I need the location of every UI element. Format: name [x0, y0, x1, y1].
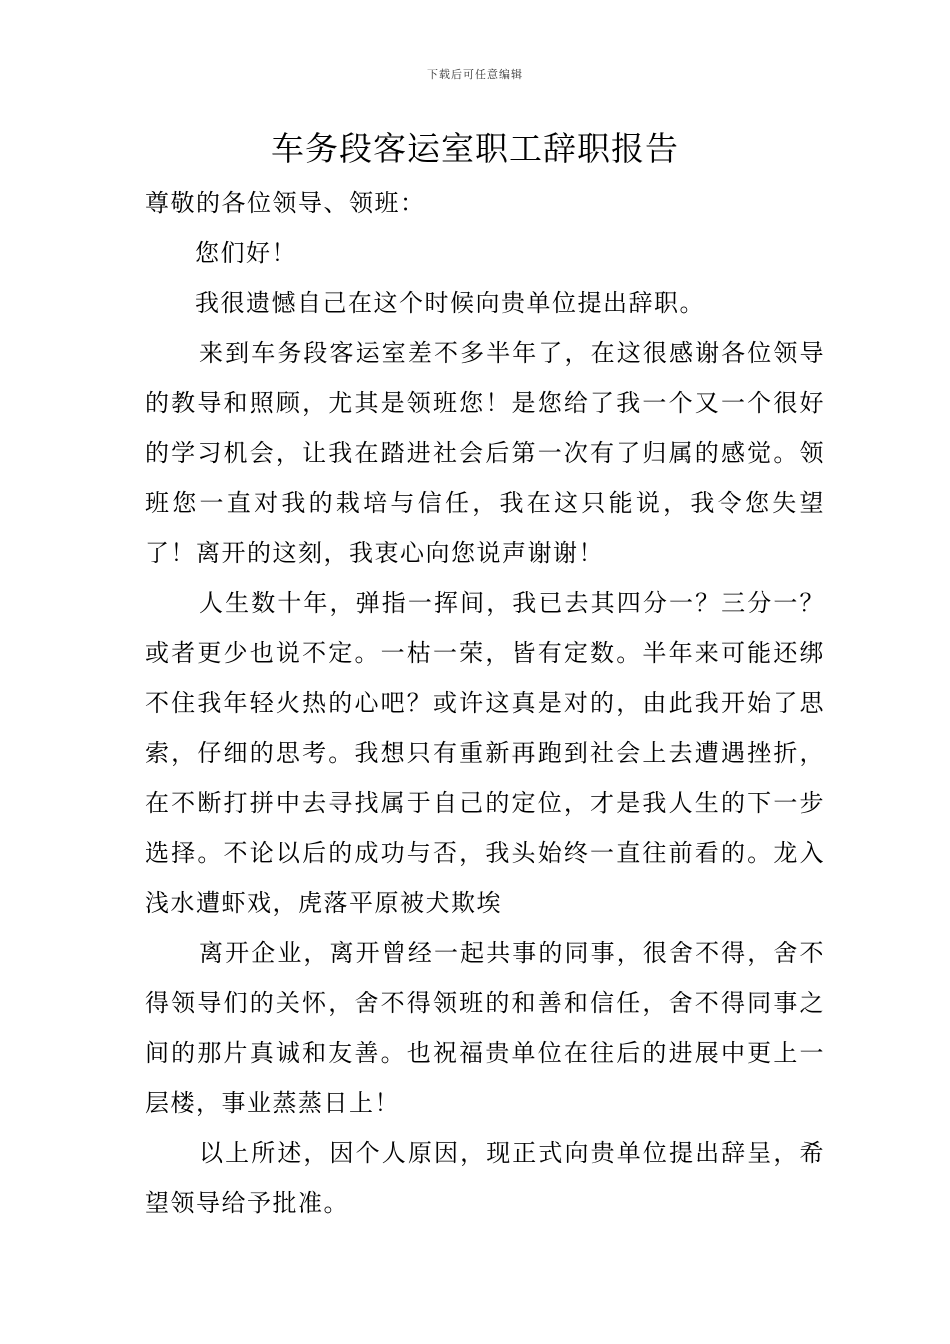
- paragraph: 人生数十年，弹指一挥间，我已去其四分一？三分一？或者更少也说不定。一枯一荣，皆有定数。半年来可能还绑不住我年轻火热的心吧？或许这真是对的，由此我开始了思索，仔细的思考。我想只有重新再跑到社会上去遭遇挫折，在不断打拼中去寻找属于自己的定位，才是我人生的下一步选择。不论以后的成功与否，我头始终一直往前看的。龙入浅水遭虾戏，虎落平原被犬欺埃: [145, 589, 825, 917]
- greeting-paragraph: 您们好！: [195, 239, 297, 267]
- document-body: [145, 178, 825, 1228]
- paragraph: 以上所述，因个人原因，现正式向贵单位提出辞呈，希望领导给予批准。: [145, 1139, 825, 1217]
- document-title: 车务段客运室职工辞职报告: [271, 129, 679, 168]
- paragraph: 我很遗憾自己在这个时候向贵单位提出辞职。: [195, 289, 705, 317]
- paragraph: 离开企业，离开曾经一起共事的同事，很舍不得，舍不得领导们的关怀，舍不得领班的和善和信任，舍不得同事之间的那片真诚和友善。也祝福贵单位在往后的进展中更上一层楼，事业蒸蒸日上！: [145, 939, 825, 1117]
- paragraph: 来到车务段客运室差不多半年了，在这很感谢各位领导的教导和照顾，尤其是领班您！是您给了我一个又一个很好的学习机会，让我在踏进社会后第一次有了归属的感觉。领班您一直对我的栽培与信任，我在这只能说，我令您失望了！离开的这刻，我衷心向您说声谢谢！: [145, 339, 825, 567]
- header-note: 下载后可任意编辑: [427, 68, 523, 81]
- salutation: 尊敬的各位领导、领班：: [145, 189, 426, 217]
